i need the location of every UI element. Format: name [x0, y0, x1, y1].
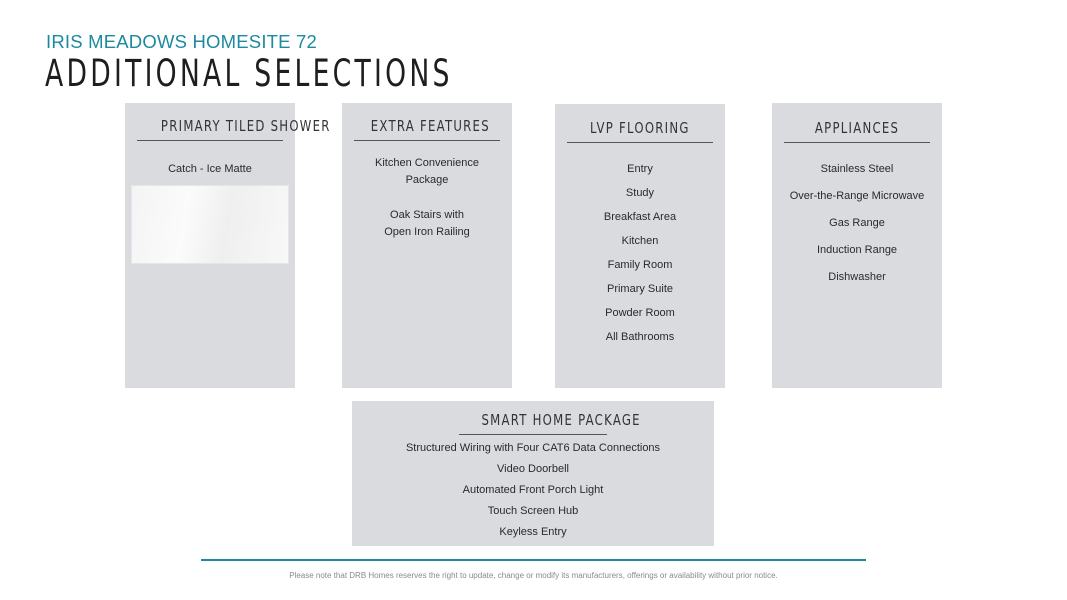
list-item: Entry [627, 163, 653, 175]
list-item: Induction Range [816, 244, 898, 256]
panel-heading: PRIMARY TILED SHOWER [137, 113, 283, 141]
list-item: Open Iron Railing [384, 226, 470, 238]
panel-extra-features [342, 103, 512, 388]
list-item: Oak Stairs with [390, 209, 464, 221]
footer-divider [201, 559, 866, 561]
community-homesite-label: IRIS MEADOWS HOMESITE 72 [46, 31, 318, 52]
list-item: Primary Suite [606, 283, 674, 295]
list-item: Breakfast Area [603, 211, 677, 223]
list-item: All Bathrooms [605, 331, 675, 343]
footer-disclaimer: Please note that DRB Homes reserves the right to update, change or modify its manufacturers, offerings or availability without prior notice. [289, 571, 778, 580]
list-item: Gas Range [829, 217, 885, 229]
panel-lvp-flooring [555, 104, 725, 388]
list-item: Dishwasher [828, 271, 886, 283]
list-item: Structured Wiring with Four CAT6 Data Connections [405, 442, 661, 454]
panel-smart-home-package [352, 401, 714, 546]
panel-heading: SMART HOME PACKAGE [459, 407, 607, 435]
list-item: Family Room [607, 259, 673, 271]
list-item: Powder Room [605, 307, 675, 319]
list-item: Stainless Steel [820, 163, 894, 175]
list-item: Over-the-Range Microwave [789, 190, 925, 202]
list-item: Kitchen [621, 235, 659, 247]
panel-heading: EXTRA FEATURES [354, 113, 500, 141]
list-item: Package [405, 174, 449, 186]
list-item: Touch Screen Hub [487, 505, 579, 517]
list-item: Video Doorbell [497, 463, 569, 475]
list-item: Study [625, 187, 655, 199]
panel-heading: APPLIANCES [784, 115, 930, 143]
panel-heading: LVP FLOORING [567, 115, 713, 143]
list-item: Kitchen Convenience [375, 157, 479, 169]
panel-appliances [772, 103, 942, 388]
list-item: Keyless Entry [499, 526, 567, 538]
page-title: ADDITIONAL SELECTIONS [45, 52, 453, 95]
list-item: Automated Front Porch Light [462, 484, 604, 496]
panel-primary-tiled-shower [125, 103, 331, 388]
tile-sample-image [131, 185, 289, 264]
list-item: Catch - Ice Matte [168, 163, 252, 175]
